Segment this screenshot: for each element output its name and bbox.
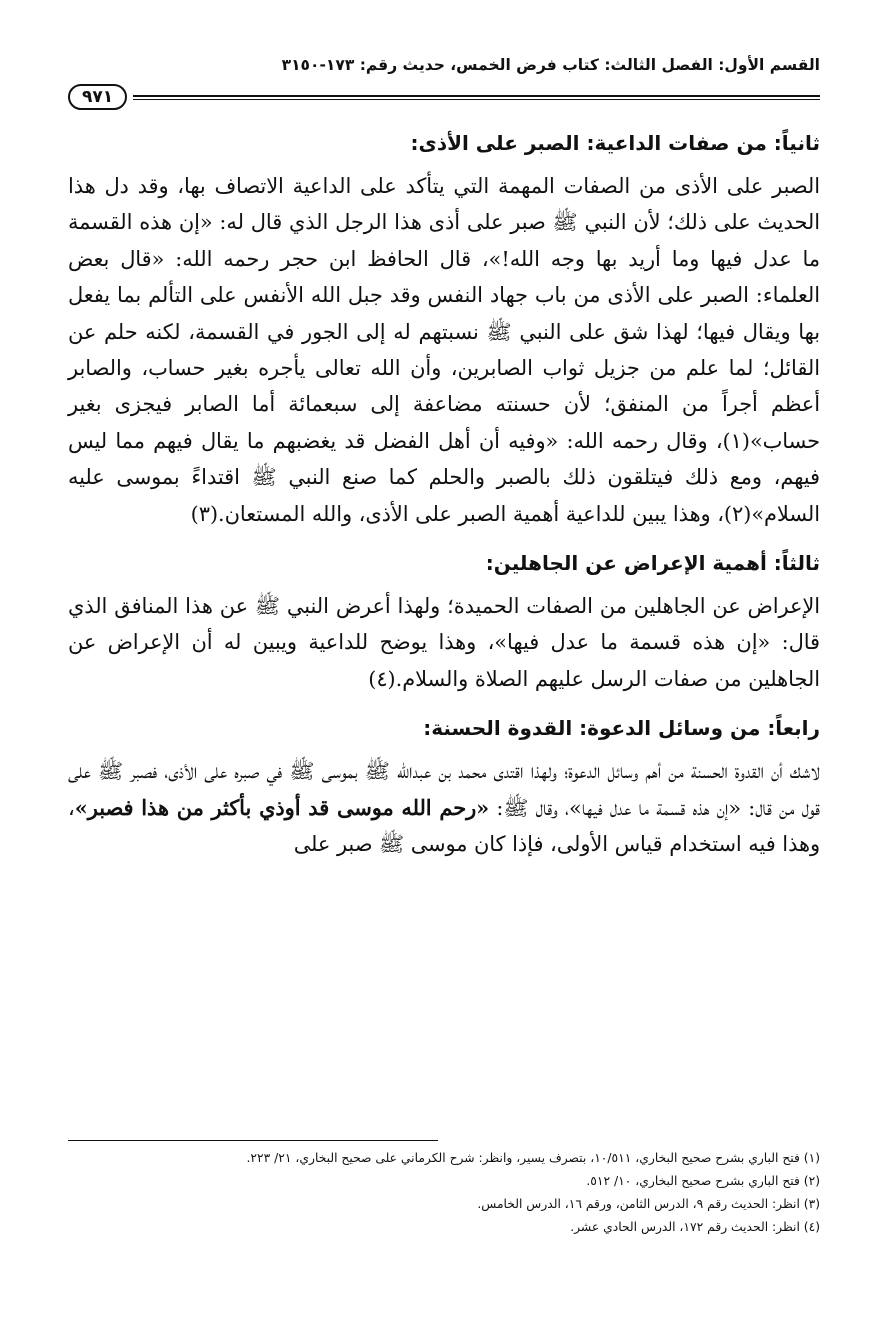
header-divider <box>133 95 820 100</box>
header-rule-row <box>68 82 820 112</box>
running-title: القسم الأول: الفصل الثالث: كتاب فرض الخمس، حديث رقم: ١٧٣-٣١٥٠ <box>281 56 820 74</box>
running-header <box>68 52 820 78</box>
footnote-2: (٢) فتح الباري بشرح صحيح البخاري، ١٠/ ٥١٢. <box>586 1174 820 1188</box>
book-page <box>68 52 820 1292</box>
example-text-part-b: ، وهذا فيه استخدام قياس الأولى، فإذا كان موسى ﷺ صبر على <box>68 795 820 857</box>
section-heading-example: رابعاً: من وسائل الدعوة: القدوة الحسنة: <box>423 716 820 741</box>
footnote-divider <box>68 1140 438 1141</box>
section-text-example <box>68 753 820 862</box>
section-heading-patience: ثانياً: من صفات الداعية: الصبر على الأذى: <box>410 131 820 155</box>
footnote-3: (٣) انظر: الحديث رقم ٩، الدرس الثامن، ورقم ١٦، الدرس الخامس. <box>477 1197 820 1211</box>
footnote-1: (١) فتح الباري بشرح صحيح البخاري، ١٠/٥١١، بتصرف يسير، وانظر: شرح الكرماني على صحيح البخاري، ٢١/ ٢٢٣. <box>246 1151 820 1165</box>
page-number: ٩٧١ <box>68 84 127 110</box>
example-hadith-quote: «رحم الله موسى قد أوذي بأكثر من هذا فصبر» <box>74 794 490 820</box>
example-text-part-a: لاشك أن القدوة الحسنة من أهم وسائل الدعوة؛ ولهذا اقتدى محمد بن عبدالله ﷺ بموسى ﷺ في صبره على الأذى، فصبر ﷺ على قول من قال: «إن هذه قسمة ما عدل فيها»، وقال ﷺ: <box>68 759 820 820</box>
footnotes <box>68 1140 820 1239</box>
footnote-4: (٤) انظر: الحديث رقم ١٧٢، الدرس الحادي عشر. <box>570 1220 820 1234</box>
section-text-patience: الصبر على الأذى من الصفات المهمة التي يتأكد على الداعية الاتصاف بها، وقد دل هذا الحديث على ذلك؛ لأن النبي ﷺ صبر على أذى هذا الرجل الذي قال له: «إن هذه القسمة ما عدل فيها وما أريد بها وجه الله!»، قال الحافظ ابن حجر رحمه الله: «قال بعض العلماء: الصبر على الأذى من باب جهاد النفس وقد جبل الله الأنفس على التألم بما يفعل بها ويقال فيها؛ لهذا شق على النبي ﷺ نسبتهم له إلى الجور في القسمة، لكنه حلم عن القائل؛ لما علم من جزيل ثواب الصابرين، وأن الله تعالى يأجره بغير حساب، والصابر أعظم أجراً من المنفق؛ لأن حسنته مضاعفة إلى سبعمائة أما الصابر فيجزى بغير حساب»(١)، وقال رحمه الله: «وفيه أن أهل الفضل قد يغضبهم ما يقال فيهم مما ليس فيهم، ومع ذلك فيتلقون ذلك بالصبر والحلم كما صنع النبي ﷺ اقتداءً بموسى عليه السلام»(٢)، وهذا يبين للداعية أهمية الصبر على الأذى، والله المستعان.(٣) <box>68 174 820 526</box>
section-heading-ignoring: ثالثاً: أهمية الإعراض عن الجاهلين: <box>485 551 820 576</box>
section-text-ignoring: الإعراض عن الجاهلين من الصفات الحميدة؛ ولهذا أعرض النبي ﷺ عن هذا المنافق الذي قال: «إن هذه قسمة ما عدل فيها»، وهذا يوضح للداعية ويبين له أن الإعراض عن الجاهلين من صفات الرسل عليهم الصلاة والسلام.(٤) <box>68 594 820 691</box>
